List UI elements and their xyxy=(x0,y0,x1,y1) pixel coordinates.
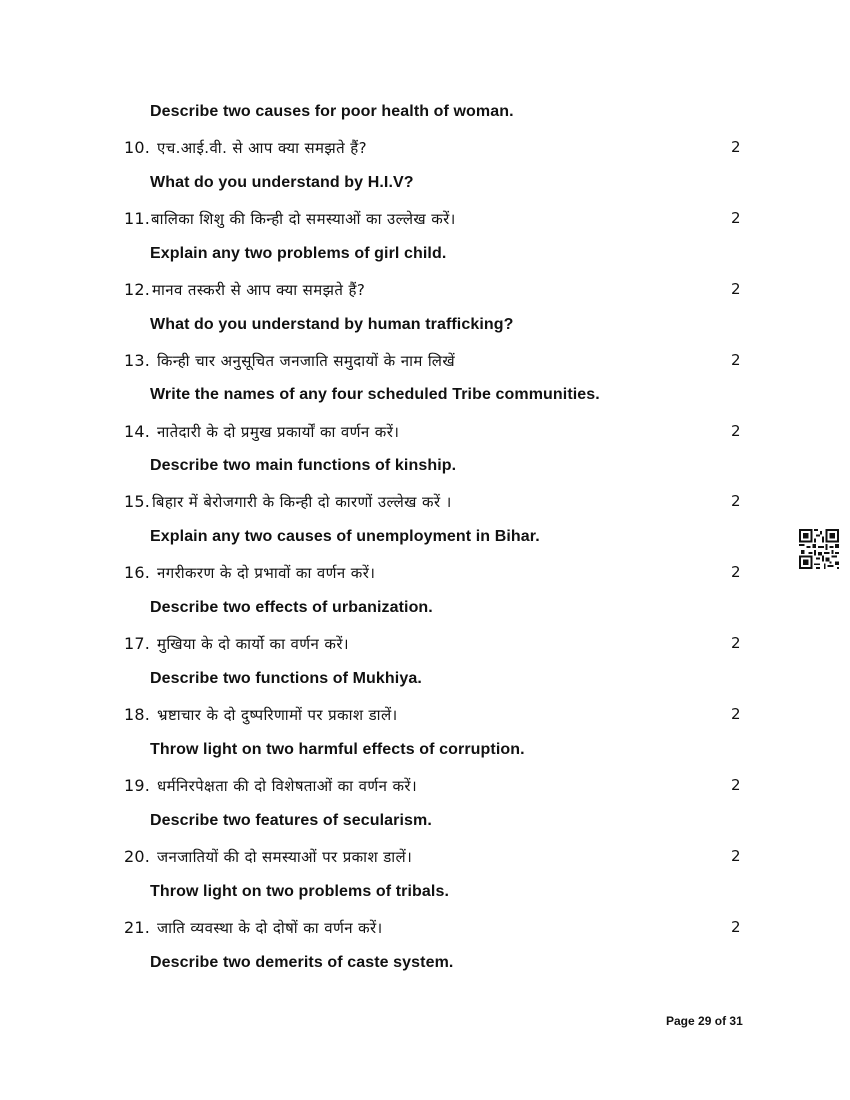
question-text-hi: मानव तस्करी से आप क्या समझते हैं? xyxy=(152,281,366,299)
page-footer xyxy=(666,1014,743,1028)
page-label: Page xyxy=(666,1014,695,1028)
question-16 xyxy=(0,563,850,587)
question-text-hi: भ्रष्टाचार के दो दुष्परिणामों पर प्रकाश डालें। xyxy=(157,706,398,724)
question-text-hi: नातेदारी के दो प्रमुख प्रकार्यों का वर्णन करें। xyxy=(157,423,400,441)
question-marks: 2 xyxy=(731,705,741,723)
question-text-hi: नगरीकरण के दो प्रभावों का वर्णन करें। xyxy=(157,564,376,582)
question-15-en xyxy=(0,528,850,552)
question-text-hi: जनजातियों की दो समस्याओं पर प्रकाश डालें। xyxy=(157,848,413,866)
question-number: 13. xyxy=(124,351,151,370)
question-17 xyxy=(0,634,850,658)
question-marks: 2 xyxy=(731,918,741,936)
question-marks: 2 xyxy=(731,280,741,298)
question-number: 17. xyxy=(124,634,151,653)
question-text-en: Write the names of any four scheduled Tribe communities. xyxy=(150,386,600,403)
question-number: 16. xyxy=(124,563,151,582)
question-16-en xyxy=(0,599,850,623)
question-11-en xyxy=(0,245,850,269)
qr-code-icon xyxy=(799,529,839,569)
question-text-hi: एच.आई.वी. से आप क्या समझते हैं? xyxy=(157,139,368,157)
question-number: 20. xyxy=(124,847,151,866)
question-17-en xyxy=(0,670,850,694)
question-19-en xyxy=(0,812,850,836)
question-21 xyxy=(0,918,850,942)
page-number: 29 xyxy=(698,1014,712,1028)
question-19 xyxy=(0,776,850,800)
question-text-en: What do you understand by human trafficking? xyxy=(150,316,514,333)
page-total: 31 xyxy=(729,1014,743,1028)
question-text-hi: बालिका शिशु की किन्ही दो समस्याओं का उल्लेख करें। xyxy=(151,210,456,228)
question-text-en: Throw light on two harmful effects of corruption. xyxy=(150,741,525,758)
question-text-en: Describe two effects of urbanization. xyxy=(150,599,433,616)
question-13 xyxy=(0,351,850,375)
question-13-en xyxy=(0,386,850,410)
question-number: 12. xyxy=(124,280,151,299)
question-12 xyxy=(0,280,850,304)
question-text-en: Explain any two problems of girl child. xyxy=(150,245,447,262)
question-text-hi: धर्मनिरपेक्षता की दो विशेषताओं का वर्णन करें। xyxy=(157,777,418,795)
question-20-en xyxy=(0,883,850,907)
question-text-en: Describe two causes for poor health of woman. xyxy=(150,103,514,120)
question-number: 11. xyxy=(124,209,151,228)
question-marks: 2 xyxy=(731,563,741,581)
question-number: 14. xyxy=(124,422,151,441)
question-marks: 2 xyxy=(731,847,741,865)
question-15 xyxy=(0,492,850,516)
question-marks: 2 xyxy=(731,351,741,369)
question-marks: 2 xyxy=(731,138,741,156)
question-marks: 2 xyxy=(731,776,741,794)
question-text-en: Explain any two causes of unemployment in Bihar. xyxy=(150,528,540,545)
question-14-en xyxy=(0,457,850,481)
question-marks: 2 xyxy=(731,634,741,652)
question-18 xyxy=(0,705,850,729)
question-number: 21. xyxy=(124,918,151,937)
question-10-en xyxy=(0,174,850,198)
question-number: 15. xyxy=(124,492,151,511)
question-text-hi: बिहार में बेरोजगारी के किन्ही दो कारणों उल्लेख करें । xyxy=(152,493,452,511)
question-18-en xyxy=(0,741,850,765)
question-11 xyxy=(0,209,850,233)
question-text-en: Describe two features of secularism. xyxy=(150,812,432,829)
question-text-en: What do you understand by H.I.V? xyxy=(150,174,414,191)
question-text-en: Describe two main functions of kinship. xyxy=(150,457,457,474)
question-14 xyxy=(0,422,850,446)
question-marks: 2 xyxy=(731,492,741,510)
question-10 xyxy=(0,138,850,162)
question-21-en xyxy=(0,954,850,978)
question-text-hi: मुखिया के दो कार्यो का वर्णन करें। xyxy=(157,635,349,653)
question-number: 18. xyxy=(124,705,151,724)
of-label: of xyxy=(714,1014,727,1028)
question-text-en: Describe two demerits of caste system. xyxy=(150,954,454,971)
question-text-hi: किन्ही चार अनुसूचित जनजाति समुदायों के नाम लिखें xyxy=(157,352,456,370)
question-number: 10. xyxy=(124,138,151,157)
question-text-en: Describe two functions of Mukhiya. xyxy=(150,670,422,687)
question-12-en xyxy=(0,316,850,340)
question-20 xyxy=(0,847,850,871)
question-marks: 2 xyxy=(731,422,741,440)
intro-line xyxy=(0,103,850,127)
question-text-en: Throw light on two problems of tribals. xyxy=(150,883,450,900)
question-marks: 2 xyxy=(731,209,741,227)
question-text-hi: जाति व्यवस्था के दो दोषों का वर्णन करें। xyxy=(157,919,383,937)
question-number: 19. xyxy=(124,776,151,795)
